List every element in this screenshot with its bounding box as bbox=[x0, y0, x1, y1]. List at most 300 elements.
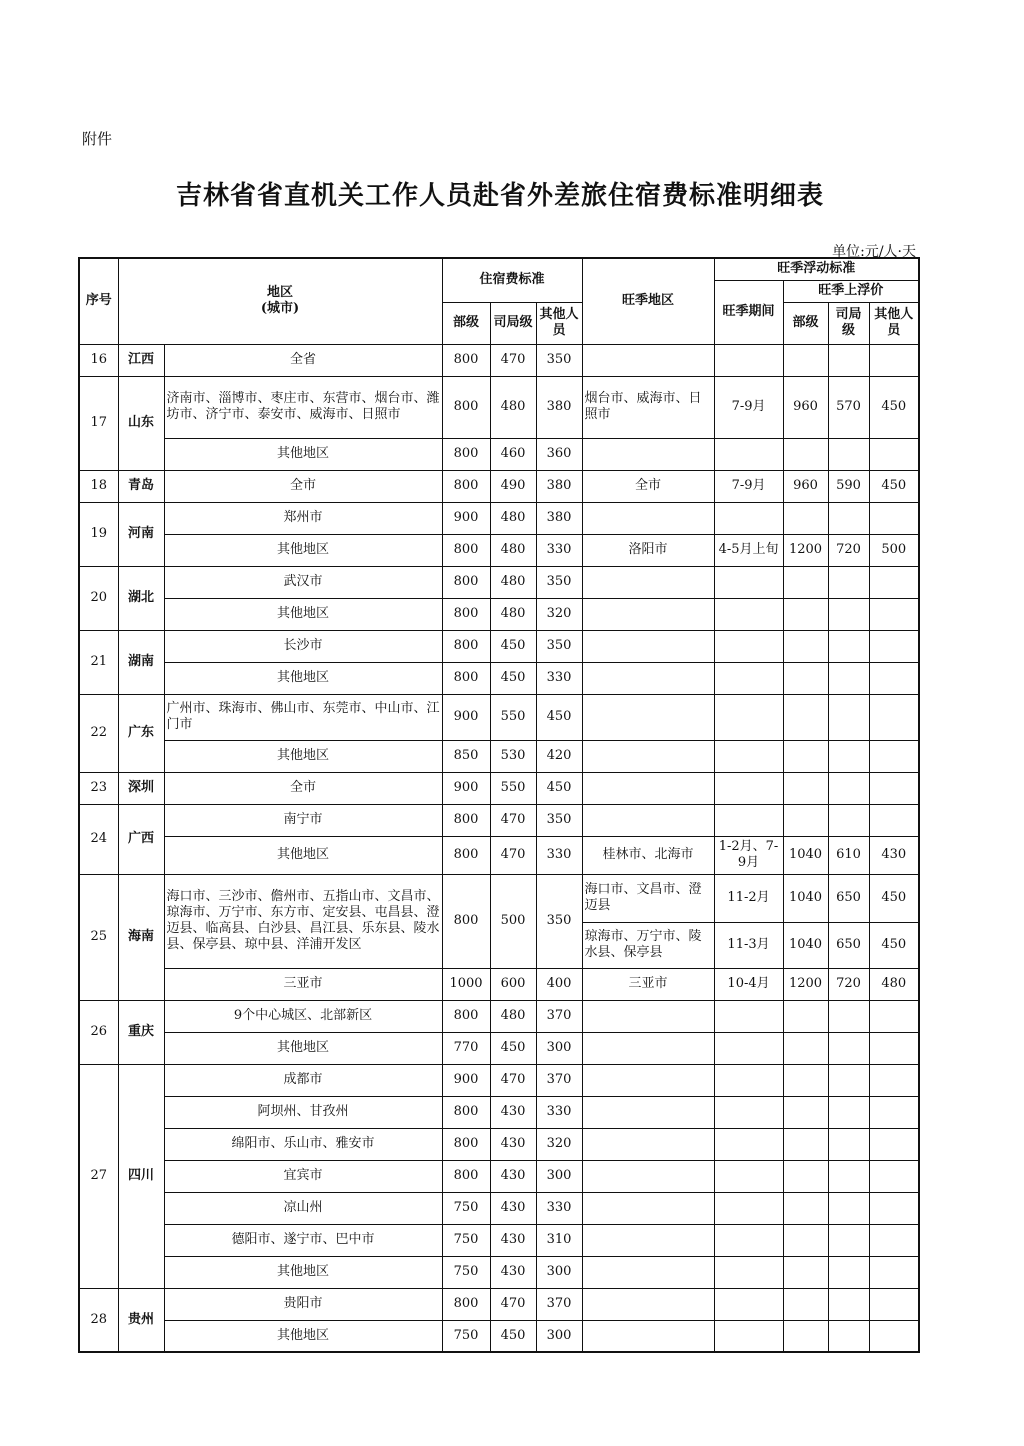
table-row bbox=[79, 1096, 919, 1128]
peak-price-cell: 720 bbox=[828, 534, 869, 566]
price-cell: 480 bbox=[490, 598, 536, 630]
price-cell: 1000 bbox=[442, 968, 490, 1000]
row-no: 26 bbox=[79, 1000, 118, 1064]
area-cell: 其他地区 bbox=[164, 662, 442, 694]
peak-price-cell: 1200 bbox=[783, 534, 828, 566]
price-cell: 800 bbox=[442, 438, 490, 470]
price-cell: 800 bbox=[442, 1160, 490, 1192]
peak-price-cell: 1040 bbox=[783, 874, 828, 922]
peak-price-cell bbox=[783, 1064, 828, 1096]
price-cell: 430 bbox=[490, 1128, 536, 1160]
peak-period-cell bbox=[714, 598, 783, 630]
header-peak-siju: 司局级 bbox=[828, 302, 869, 344]
peak-area-cell bbox=[582, 1192, 714, 1224]
peak-price-cell bbox=[783, 344, 828, 376]
province-cell: 湖南 bbox=[118, 630, 164, 694]
peak-period-cell bbox=[714, 1032, 783, 1064]
area-cell: 南宁市 bbox=[164, 804, 442, 836]
peak-price-cell bbox=[783, 772, 828, 804]
area-cell: 其他地区 bbox=[164, 836, 442, 874]
peak-price-cell: 650 bbox=[828, 874, 869, 922]
header-peak-period: 旺季期间 bbox=[714, 280, 783, 344]
peak-price-cell: 450 bbox=[869, 376, 919, 438]
area-cell: 全省 bbox=[164, 344, 442, 376]
price-cell: 600 bbox=[490, 968, 536, 1000]
peak-area-cell bbox=[582, 1064, 714, 1096]
peak-area-cell bbox=[582, 630, 714, 662]
price-cell: 480 bbox=[490, 534, 536, 566]
price-cell: 360 bbox=[536, 438, 582, 470]
table-row bbox=[79, 344, 919, 376]
peak-price-cell bbox=[828, 1160, 869, 1192]
table-row bbox=[79, 874, 919, 922]
peak-period-cell bbox=[714, 630, 783, 662]
peak-price-cell bbox=[783, 438, 828, 470]
header-region bbox=[118, 258, 442, 344]
header-float: 旺季浮动标准 bbox=[714, 258, 919, 280]
peak-price-cell bbox=[783, 1000, 828, 1032]
table-row bbox=[79, 470, 919, 502]
peak-price-cell bbox=[869, 566, 919, 598]
peak-price-cell bbox=[783, 598, 828, 630]
peak-price-cell: 1040 bbox=[783, 836, 828, 874]
peak-price-cell bbox=[828, 804, 869, 836]
peak-period-cell bbox=[714, 1320, 783, 1352]
lodging-standard-table bbox=[78, 257, 920, 1353]
area-cell: 三亚市 bbox=[164, 968, 442, 1000]
area-cell: 长沙市 bbox=[164, 630, 442, 662]
price-cell: 480 bbox=[490, 1000, 536, 1032]
header-peak-bu: 部级 bbox=[783, 302, 828, 344]
price-cell: 470 bbox=[490, 1064, 536, 1096]
price-cell: 550 bbox=[490, 772, 536, 804]
peak-price-cell bbox=[783, 1096, 828, 1128]
price-cell: 750 bbox=[442, 1256, 490, 1288]
price-cell: 310 bbox=[536, 1224, 582, 1256]
peak-period-cell bbox=[714, 772, 783, 804]
price-cell: 370 bbox=[536, 1064, 582, 1096]
header-bu: 部级 bbox=[442, 302, 490, 344]
price-cell: 300 bbox=[536, 1320, 582, 1352]
area-cell: 绵阳市、乐山市、雅安市 bbox=[164, 1128, 442, 1160]
peak-area-cell: 海口市、文昌市、澄迈县 bbox=[582, 874, 714, 922]
header-peak-price: 旺季上浮价 bbox=[783, 280, 919, 302]
peak-area-cell bbox=[582, 566, 714, 598]
peak-price-cell bbox=[783, 566, 828, 598]
peak-price-cell bbox=[783, 1288, 828, 1320]
peak-price-cell bbox=[783, 740, 828, 772]
peak-period-cell bbox=[714, 1160, 783, 1192]
peak-period-cell bbox=[714, 804, 783, 836]
price-cell: 400 bbox=[536, 968, 582, 1000]
price-cell: 800 bbox=[442, 662, 490, 694]
price-cell: 750 bbox=[442, 1192, 490, 1224]
price-cell: 320 bbox=[536, 598, 582, 630]
peak-area-cell bbox=[582, 438, 714, 470]
price-cell: 480 bbox=[490, 566, 536, 598]
price-cell: 300 bbox=[536, 1160, 582, 1192]
price-cell: 350 bbox=[536, 874, 582, 968]
peak-period-cell bbox=[714, 740, 783, 772]
peak-period-cell: 11-2月 bbox=[714, 874, 783, 922]
price-cell: 750 bbox=[442, 1224, 490, 1256]
price-cell: 800 bbox=[442, 534, 490, 566]
peak-price-cell: 570 bbox=[828, 376, 869, 438]
price-cell: 430 bbox=[490, 1160, 536, 1192]
peak-price-cell bbox=[869, 1288, 919, 1320]
price-cell: 530 bbox=[490, 740, 536, 772]
peak-price-cell bbox=[828, 598, 869, 630]
price-cell: 550 bbox=[490, 694, 536, 740]
peak-area-cell bbox=[582, 1320, 714, 1352]
peak-price-cell bbox=[869, 1160, 919, 1192]
table-row bbox=[79, 1192, 919, 1224]
price-cell: 330 bbox=[536, 1096, 582, 1128]
peak-price-cell bbox=[828, 1288, 869, 1320]
price-cell: 450 bbox=[490, 630, 536, 662]
price-cell: 800 bbox=[442, 1128, 490, 1160]
table-row bbox=[79, 1288, 919, 1320]
price-cell: 330 bbox=[536, 662, 582, 694]
table-row bbox=[79, 1160, 919, 1192]
table-row bbox=[79, 534, 919, 566]
peak-price-cell: 960 bbox=[783, 376, 828, 438]
table-row bbox=[79, 1064, 919, 1096]
peak-period-cell: 4-5月上旬 bbox=[714, 534, 783, 566]
province-cell: 江西 bbox=[118, 344, 164, 376]
table-row bbox=[79, 598, 919, 630]
peak-price-cell bbox=[869, 694, 919, 740]
peak-price-cell: 650 bbox=[828, 922, 869, 968]
peak-price-cell bbox=[828, 438, 869, 470]
peak-price-cell: 450 bbox=[869, 922, 919, 968]
price-cell: 460 bbox=[490, 438, 536, 470]
price-cell: 480 bbox=[490, 502, 536, 534]
peak-period-cell bbox=[714, 1256, 783, 1288]
province-cell: 河南 bbox=[118, 502, 164, 566]
price-cell: 800 bbox=[442, 1000, 490, 1032]
peak-area-cell bbox=[582, 1032, 714, 1064]
price-cell: 470 bbox=[490, 344, 536, 376]
price-cell: 450 bbox=[536, 694, 582, 740]
peak-period-cell bbox=[714, 1064, 783, 1096]
peak-period-cell bbox=[714, 662, 783, 694]
peak-price-cell bbox=[828, 344, 869, 376]
area-cell: 武汉市 bbox=[164, 566, 442, 598]
peak-price-cell bbox=[783, 1032, 828, 1064]
peak-period-cell: 7-9月 bbox=[714, 376, 783, 438]
price-cell: 800 bbox=[442, 1288, 490, 1320]
price-cell: 430 bbox=[490, 1192, 536, 1224]
price-cell: 430 bbox=[490, 1224, 536, 1256]
price-cell: 800 bbox=[442, 874, 490, 968]
header-other: 其他人员 bbox=[536, 302, 582, 344]
area-cell: 广州市、珠海市、佛山市、东莞市、中山市、江门市 bbox=[164, 694, 442, 740]
price-cell: 350 bbox=[536, 804, 582, 836]
peak-price-cell bbox=[869, 1128, 919, 1160]
peak-price-cell bbox=[869, 1000, 919, 1032]
price-cell: 320 bbox=[536, 1128, 582, 1160]
row-no: 28 bbox=[79, 1288, 118, 1352]
peak-price-cell bbox=[783, 694, 828, 740]
peak-area-cell bbox=[582, 598, 714, 630]
province-cell: 四川 bbox=[118, 1064, 164, 1288]
peak-price-cell bbox=[869, 1256, 919, 1288]
province-cell: 山东 bbox=[118, 376, 164, 470]
peak-price-cell bbox=[828, 1224, 869, 1256]
peak-price-cell bbox=[783, 502, 828, 534]
province-cell: 广西 bbox=[118, 804, 164, 874]
table-row bbox=[79, 376, 919, 438]
peak-price-cell bbox=[869, 662, 919, 694]
table-row bbox=[79, 662, 919, 694]
table-row bbox=[79, 502, 919, 534]
peak-price-cell bbox=[869, 1096, 919, 1128]
price-cell: 800 bbox=[442, 344, 490, 376]
peak-area-cell bbox=[582, 1000, 714, 1032]
area-cell: 9个中心城区、北部新区 bbox=[164, 1000, 442, 1032]
table-row bbox=[79, 968, 919, 1000]
peak-period-cell: 11-3月 bbox=[714, 922, 783, 968]
peak-price-cell bbox=[783, 1160, 828, 1192]
peak-period-cell bbox=[714, 438, 783, 470]
peak-price-cell bbox=[828, 1256, 869, 1288]
price-cell: 370 bbox=[536, 1000, 582, 1032]
peak-area-cell: 三亚市 bbox=[582, 968, 714, 1000]
peak-price-cell bbox=[869, 1032, 919, 1064]
peak-price-cell bbox=[783, 1320, 828, 1352]
area-cell: 其他地区 bbox=[164, 598, 442, 630]
peak-price-cell: 430 bbox=[869, 836, 919, 874]
peak-area-cell bbox=[582, 1128, 714, 1160]
peak-price-cell bbox=[869, 438, 919, 470]
row-no: 20 bbox=[79, 566, 118, 630]
header-standard: 住宿费标准 bbox=[442, 258, 582, 302]
header-no: 序号 bbox=[79, 258, 118, 344]
price-cell: 800 bbox=[442, 804, 490, 836]
peak-price-cell bbox=[828, 662, 869, 694]
row-no: 19 bbox=[79, 502, 118, 566]
area-cell: 其他地区 bbox=[164, 534, 442, 566]
row-no: 16 bbox=[79, 344, 118, 376]
table-row bbox=[79, 438, 919, 470]
province-cell: 湖北 bbox=[118, 566, 164, 630]
peak-price-cell bbox=[828, 630, 869, 662]
peak-price-cell bbox=[869, 740, 919, 772]
header-peak-area: 旺季地区 bbox=[582, 258, 714, 344]
peak-area-cell bbox=[582, 1160, 714, 1192]
area-cell: 全市 bbox=[164, 470, 442, 502]
table-row bbox=[79, 1224, 919, 1256]
price-cell: 800 bbox=[442, 630, 490, 662]
row-no: 27 bbox=[79, 1064, 118, 1288]
price-cell: 770 bbox=[442, 1032, 490, 1064]
peak-area-cell: 全市 bbox=[582, 470, 714, 502]
peak-period-cell bbox=[714, 1192, 783, 1224]
price-cell: 300 bbox=[536, 1032, 582, 1064]
peak-price-cell bbox=[869, 630, 919, 662]
price-cell: 420 bbox=[536, 740, 582, 772]
table-row bbox=[79, 566, 919, 598]
peak-price-cell: 500 bbox=[869, 534, 919, 566]
peak-price-cell bbox=[828, 772, 869, 804]
price-cell: 500 bbox=[490, 874, 536, 968]
unit-label: 单位:元/人·天 bbox=[832, 244, 916, 260]
province-cell: 广东 bbox=[118, 694, 164, 772]
table-row bbox=[79, 804, 919, 836]
header-region-main: 地区 bbox=[266, 285, 293, 301]
price-cell: 490 bbox=[490, 470, 536, 502]
peak-period-cell: 1-2月、7-9月 bbox=[714, 836, 783, 874]
table-row bbox=[79, 694, 919, 740]
area-cell: 海口市、三沙市、儋州市、五指山市、文昌市、琼海市、万宁市、东方市、定安县、屯昌县、澄迈县、临高县、白沙县、昌江县、乐东县、陵水县、保亭县、琼中县、洋浦开发区 bbox=[164, 874, 442, 968]
province-cell: 重庆 bbox=[118, 1000, 164, 1064]
price-cell: 800 bbox=[442, 836, 490, 874]
row-no: 24 bbox=[79, 804, 118, 874]
peak-area-cell bbox=[582, 694, 714, 740]
price-cell: 800 bbox=[442, 598, 490, 630]
area-cell: 德阳市、遂宁市、巴中市 bbox=[164, 1224, 442, 1256]
price-cell: 450 bbox=[490, 1032, 536, 1064]
peak-price-cell bbox=[828, 566, 869, 598]
peak-price-cell bbox=[828, 1064, 869, 1096]
peak-price-cell: 450 bbox=[869, 470, 919, 502]
province-cell: 海南 bbox=[118, 874, 164, 1000]
peak-period-cell: 7-9月 bbox=[714, 470, 783, 502]
peak-price-cell bbox=[869, 804, 919, 836]
peak-area-cell bbox=[582, 1096, 714, 1128]
peak-period-cell bbox=[714, 1288, 783, 1320]
area-cell: 其他地区 bbox=[164, 1256, 442, 1288]
peak-price-cell bbox=[828, 1000, 869, 1032]
peak-price-cell bbox=[828, 740, 869, 772]
attachment-label: 附件 bbox=[82, 130, 113, 148]
peak-price-cell bbox=[783, 1256, 828, 1288]
peak-price-cell bbox=[869, 598, 919, 630]
area-cell: 其他地区 bbox=[164, 1032, 442, 1064]
peak-price-cell bbox=[869, 344, 919, 376]
peak-period-cell bbox=[714, 1224, 783, 1256]
peak-price-cell bbox=[783, 1128, 828, 1160]
header-region-sub: (城市) bbox=[260, 301, 300, 317]
area-cell: 成都市 bbox=[164, 1064, 442, 1096]
peak-price-cell bbox=[828, 1128, 869, 1160]
peak-price-cell bbox=[869, 502, 919, 534]
peak-price-cell bbox=[783, 630, 828, 662]
row-no: 25 bbox=[79, 874, 118, 1000]
peak-price-cell bbox=[869, 1192, 919, 1224]
peak-area-cell bbox=[582, 502, 714, 534]
area-cell: 其他地区 bbox=[164, 740, 442, 772]
peak-area-cell bbox=[582, 1224, 714, 1256]
peak-area-cell: 琼海市、万宁市、陵水县、保亭县 bbox=[582, 922, 714, 968]
peak-period-cell bbox=[714, 1128, 783, 1160]
price-cell: 300 bbox=[536, 1256, 582, 1288]
province-cell: 贵州 bbox=[118, 1288, 164, 1352]
peak-price-cell bbox=[869, 1064, 919, 1096]
price-cell: 430 bbox=[490, 1096, 536, 1128]
price-cell: 450 bbox=[490, 662, 536, 694]
peak-area-cell bbox=[582, 1288, 714, 1320]
peak-period-cell: 10-4月 bbox=[714, 968, 783, 1000]
peak-price-cell bbox=[828, 1032, 869, 1064]
price-cell: 430 bbox=[490, 1256, 536, 1288]
price-cell: 450 bbox=[536, 772, 582, 804]
price-cell: 480 bbox=[490, 376, 536, 438]
peak-price-cell bbox=[783, 662, 828, 694]
peak-price-cell bbox=[783, 804, 828, 836]
peak-area-cell bbox=[582, 772, 714, 804]
price-cell: 900 bbox=[442, 772, 490, 804]
price-cell: 330 bbox=[536, 534, 582, 566]
price-cell: 900 bbox=[442, 1064, 490, 1096]
price-cell: 350 bbox=[536, 344, 582, 376]
area-cell: 济南市、淄博市、枣庄市、东营市、烟台市、潍坊市、济宁市、泰安市、威海市、日照市 bbox=[164, 376, 442, 438]
area-cell: 宜宾市 bbox=[164, 1160, 442, 1192]
area-cell: 贵阳市 bbox=[164, 1288, 442, 1320]
province-cell: 青岛 bbox=[118, 470, 164, 502]
price-cell: 450 bbox=[490, 1320, 536, 1352]
peak-price-cell bbox=[869, 1224, 919, 1256]
price-cell: 370 bbox=[536, 1288, 582, 1320]
price-cell: 850 bbox=[442, 740, 490, 772]
peak-price-cell: 590 bbox=[828, 470, 869, 502]
price-cell: 750 bbox=[442, 1320, 490, 1352]
peak-price-cell bbox=[828, 1320, 869, 1352]
area-cell: 其他地区 bbox=[164, 1320, 442, 1352]
header-siju: 司局级 bbox=[490, 302, 536, 344]
row-no: 22 bbox=[79, 694, 118, 772]
table-row bbox=[79, 1032, 919, 1064]
peak-area-cell: 桂林市、北海市 bbox=[582, 836, 714, 874]
peak-price-cell bbox=[828, 694, 869, 740]
price-cell: 800 bbox=[442, 566, 490, 598]
peak-area-cell bbox=[582, 740, 714, 772]
area-cell: 郑州市 bbox=[164, 502, 442, 534]
peak-area-cell bbox=[582, 1256, 714, 1288]
price-cell: 900 bbox=[442, 502, 490, 534]
row-no: 18 bbox=[79, 470, 118, 502]
price-cell: 350 bbox=[536, 566, 582, 598]
price-cell: 380 bbox=[536, 376, 582, 438]
peak-price-cell bbox=[783, 1224, 828, 1256]
table-row bbox=[79, 630, 919, 662]
price-cell: 800 bbox=[442, 1096, 490, 1128]
peak-area-cell bbox=[582, 344, 714, 376]
table-row bbox=[79, 1128, 919, 1160]
price-cell: 900 bbox=[442, 694, 490, 740]
peak-price-cell: 960 bbox=[783, 470, 828, 502]
price-cell: 800 bbox=[442, 470, 490, 502]
peak-area-cell bbox=[582, 804, 714, 836]
price-cell: 380 bbox=[536, 502, 582, 534]
peak-price-cell: 720 bbox=[828, 968, 869, 1000]
peak-period-cell bbox=[714, 566, 783, 598]
row-no: 17 bbox=[79, 376, 118, 470]
peak-price-cell bbox=[869, 772, 919, 804]
area-cell: 其他地区 bbox=[164, 438, 442, 470]
page-title: 吉林省省直机关工作人员赴省外差旅住宿费标准明细表 bbox=[175, 181, 824, 211]
price-cell: 470 bbox=[490, 804, 536, 836]
peak-period-cell bbox=[714, 1000, 783, 1032]
table-row bbox=[79, 772, 919, 804]
area-cell: 全市 bbox=[164, 772, 442, 804]
peak-period-cell bbox=[714, 694, 783, 740]
peak-area-cell bbox=[582, 662, 714, 694]
table-row bbox=[79, 740, 919, 772]
area-cell: 凉山州 bbox=[164, 1192, 442, 1224]
header-peak-other: 其他人员 bbox=[869, 302, 919, 344]
